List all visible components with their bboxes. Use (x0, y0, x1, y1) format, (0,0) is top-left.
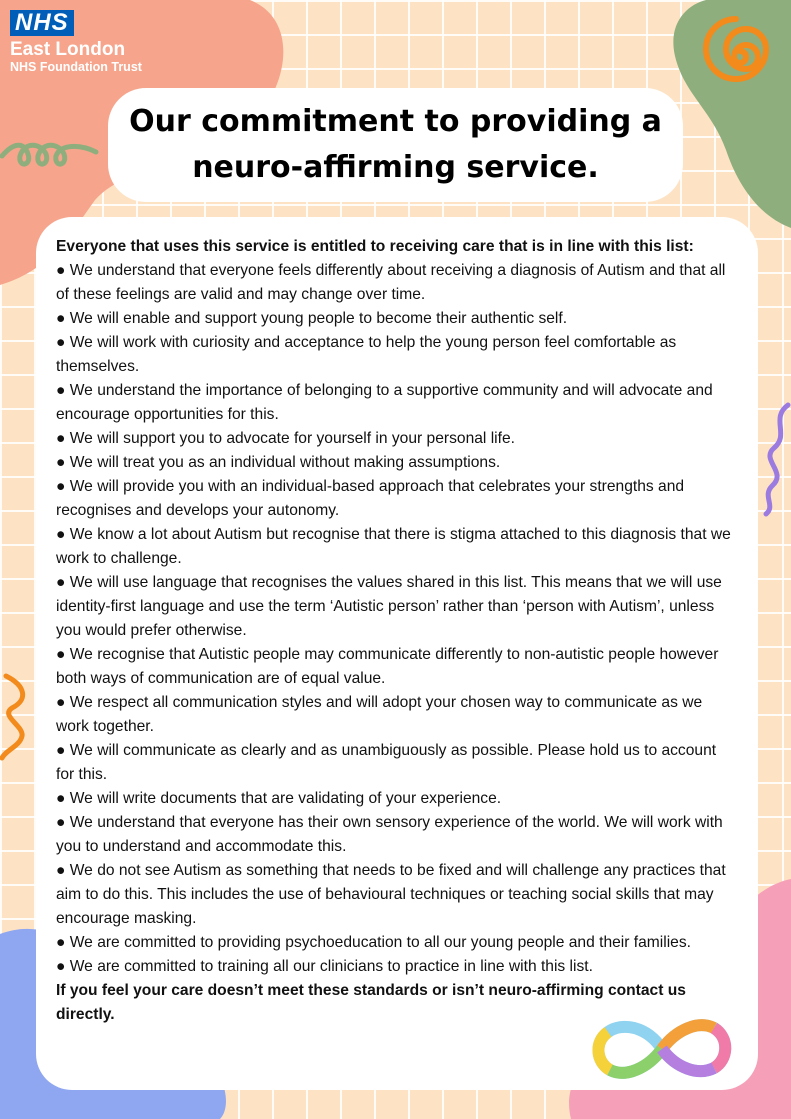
org-subtitle: NHS Foundation Trust (10, 60, 142, 74)
commitment-item: ● We will communicate as clearly and as unambiguously as possible. Please hold us to account for this. (56, 742, 717, 783)
orange-squiggle-icon (0, 672, 36, 762)
rainbow-infinity-icon (592, 1016, 732, 1082)
commitment-card (36, 217, 758, 1090)
commitment-item: ● We understand the importance of belonging to a supportive community and will advocate and encourage opportunities for this. (56, 382, 713, 423)
commitment-item: ● We do not see Autism as something that needs to be fixed and will challenge any practices that aim to do this. This includes the use of behavioural techniques or teaching social skills that may encourage masking. (56, 862, 726, 927)
commitment-item: ● We will support you to advocate for yourself in your personal life. (56, 430, 515, 447)
closing-text: If you feel your care doesn’t meet these standards or isn’t neuro-affirming contact us directly. (56, 982, 686, 1023)
nhs-mark: NHS (10, 10, 74, 36)
commitment-item: ● We will treat you as an individual without making assumptions. (56, 454, 501, 471)
page-title: Our commitment to providing a neuro-affirming service. (129, 104, 662, 185)
commitment-item: ● We are committed to training all our clinicians to practice in line with this list. (56, 958, 593, 975)
commitment-item: ● We know a lot about Autism but recognise that there is stigma attached to this diagnosis that we work to challenge. (56, 526, 731, 567)
title-card (108, 88, 683, 202)
orange-spiral-icon (695, 12, 785, 102)
commitment-item: ● We are committed to providing psychoeducation to all our young people and their families. (56, 934, 691, 951)
purple-squiggle-icon (760, 400, 791, 520)
commitment-item: ● We will provide you with an individual-based approach that celebrates your strengths and recognises and develops your autonomy. (56, 478, 685, 519)
commitment-item: ● We will write documents that are validating of your experience. (56, 790, 502, 807)
commitment-item: ● We recognise that Autistic people may communicate differently to non-autistic people however both ways of communication are of equal value. (56, 646, 719, 687)
commitment-item: ● We understand that everyone has their own sensory experience of the world. We will work with you to understand and accommodate this. (56, 814, 723, 855)
green-squiggle-icon (0, 138, 100, 174)
commitment-item: ● We will work with curiosity and acceptance to help the young person feel comfortable as themselves. (56, 334, 677, 375)
commitment-item: ● We respect all communication styles and will adopt your chosen way to communicate as we work together. (56, 694, 703, 735)
nhs-logo (10, 10, 142, 74)
commitment-item: ● We will use language that recognises the values shared in this list. This means that we will use identity-first language and use the term ‘Autistic person’ rather than ‘person with Autism’, unless you would prefer otherwise. (56, 574, 722, 639)
commitment-list (56, 259, 738, 979)
commitment-item: ● We understand that everyone feels differently about receiving a diagnosis of Autism and that all of these feelings are valid and may change over time. (56, 262, 726, 303)
org-name: East London (10, 39, 126, 60)
intro-text: Everyone that uses this service is entitled to receiving care that is in line with this list: (56, 238, 694, 255)
commitment-item: ● We will enable and support young people to become their authentic self. (56, 310, 568, 327)
